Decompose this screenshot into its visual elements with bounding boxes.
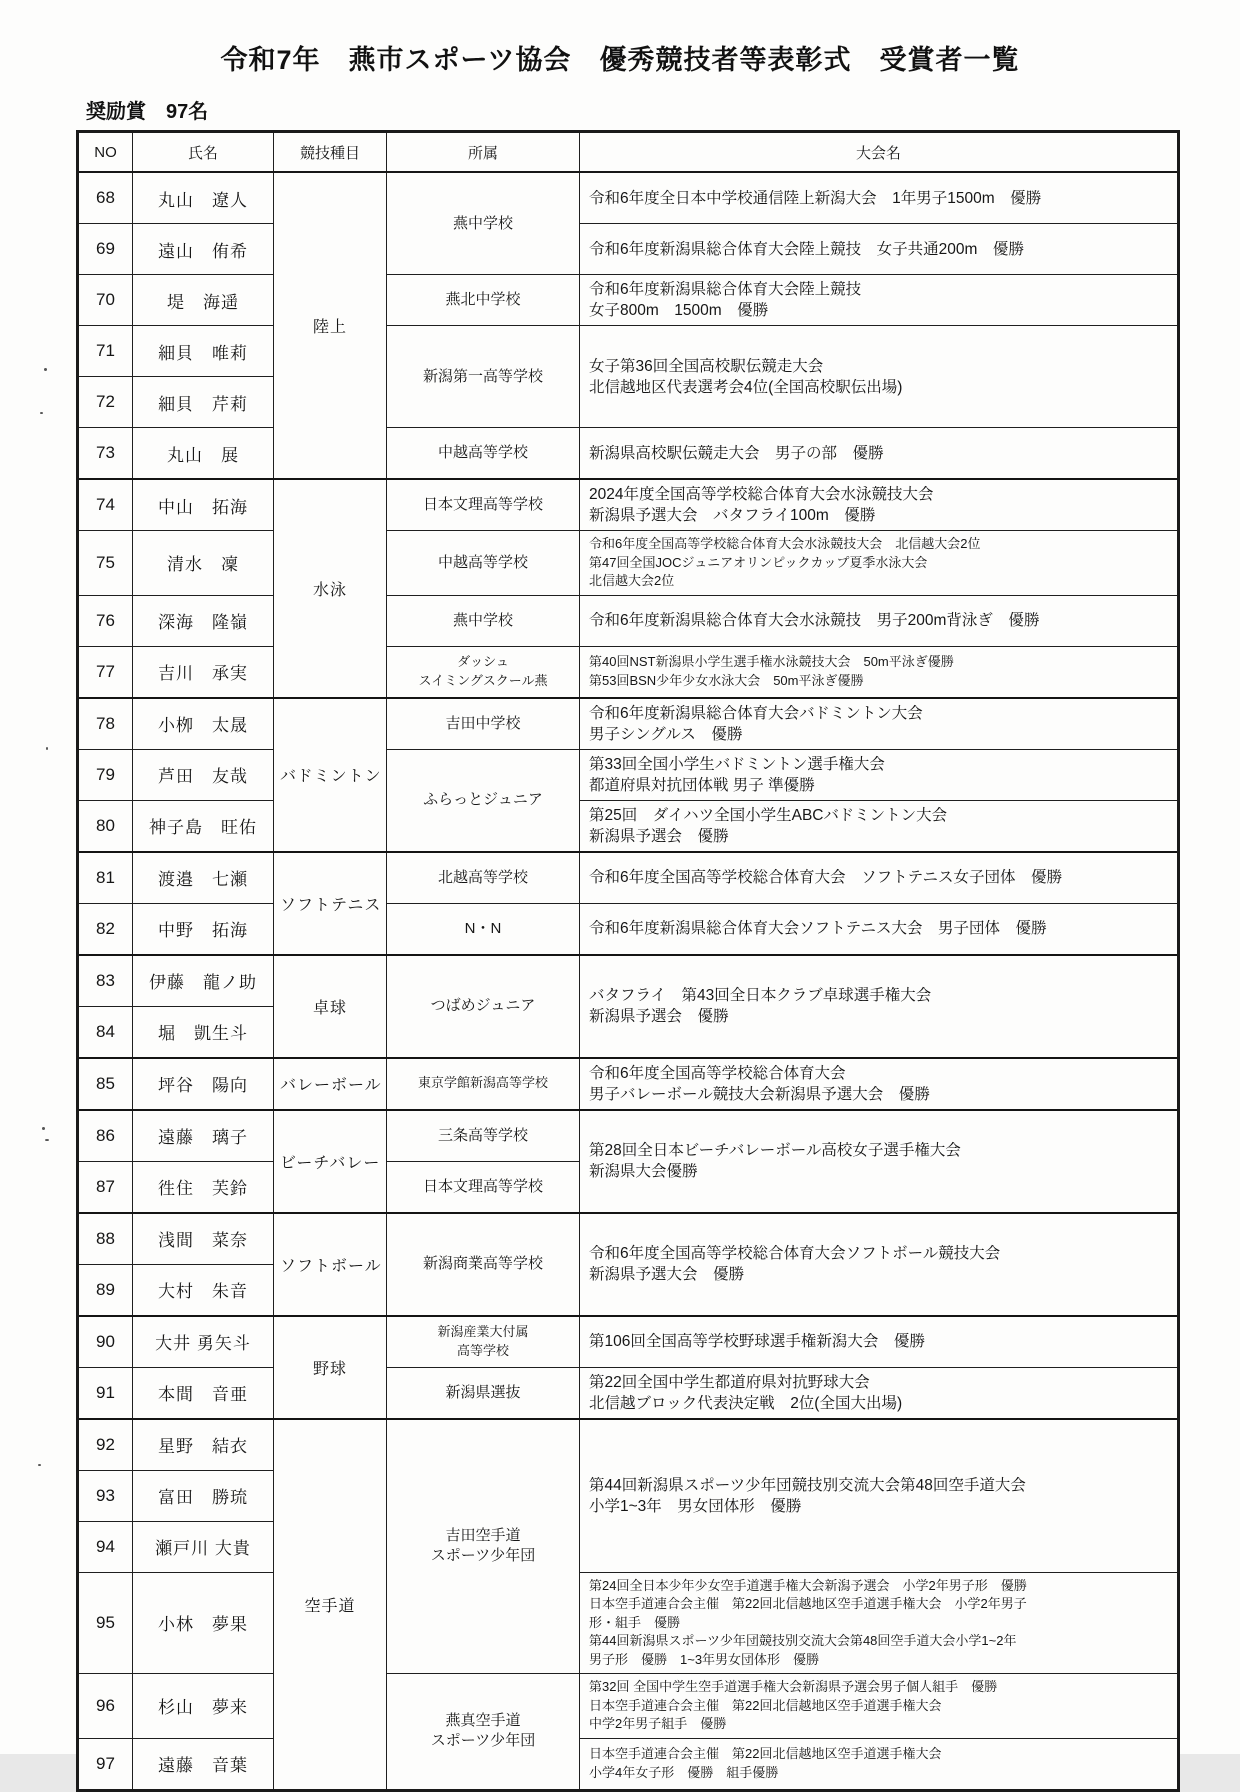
cell-sport	[274, 1419, 387, 1791]
cell-line: 新潟商業高等学校	[422, 1255, 543, 1272]
cell-line: 日本文理高等学校	[422, 1177, 543, 1195]
cell-no	[78, 903, 133, 955]
cell-name	[133, 1521, 274, 1572]
table-row	[78, 224, 1179, 275]
table-row	[78, 903, 1179, 955]
cell-line: 瀬戸川 大貴	[155, 1539, 251, 1558]
cell-name	[133, 531, 274, 596]
table-row	[78, 698, 1179, 750]
header-name: 氏名	[133, 132, 274, 173]
cell-no	[78, 749, 133, 800]
cell-line: 令和6年度全日本中学校通信陸上新潟大会 1年男子1500m 優勝	[589, 189, 1042, 207]
cell-line: バレーボール	[280, 1077, 382, 1094]
cell-competition	[580, 646, 1179, 698]
cell-competition	[580, 531, 1179, 596]
cell-line: 令和6年度全国高等学校総合体育大会	[589, 1064, 846, 1082]
cell-competition	[580, 955, 1179, 1058]
cell-line: 90	[96, 1331, 115, 1351]
cell-name	[133, 1316, 274, 1368]
cell-sport	[274, 1110, 387, 1213]
cell-line: 男子シングルス 優勝	[589, 725, 743, 743]
cell-no	[78, 172, 133, 224]
cell-line: 新潟県大会優勝	[589, 1163, 698, 1180]
cell-no	[78, 1521, 133, 1572]
cell-line: 日本文理高等学校	[422, 496, 543, 513]
cell-no	[78, 224, 133, 275]
cell-competition	[580, 275, 1179, 326]
cell-no	[78, 1419, 133, 1471]
cell-line: 第25回 ダイハツ全国小学生ABCバドミントン大会	[589, 806, 948, 824]
cell-line: 73	[96, 443, 115, 462]
cell-no	[78, 531, 133, 596]
page-title: 令和7年 燕市スポーツ協会 優秀競技者等表彰式 受賞者一覧	[220, 45, 1020, 75]
cell-line: 令和6年度全国高等学校総合体育大会水泳競技大会 北信越大会2位	[589, 536, 981, 551]
scan-speck	[45, 1139, 49, 1141]
cell-sport	[274, 852, 387, 955]
cell-line: 東京学館新潟高等学校	[417, 1075, 548, 1091]
cell-line: 中野 拓海	[158, 921, 248, 940]
table-row	[78, 852, 1179, 904]
cell-affiliation	[387, 531, 580, 596]
cell-line: 令和6年度全国高等学校総合体育大会ソフトボール競技大会	[589, 1245, 1001, 1262]
cell-line: 中越高等学校	[437, 444, 528, 461]
cell-line: 中山 拓海	[158, 497, 248, 517]
cell-affiliation	[387, 1161, 580, 1213]
cell-line: 吉川 承実	[158, 664, 248, 683]
cell-line: 81	[96, 867, 115, 887]
table-row	[78, 1367, 1179, 1419]
cell-sport	[274, 479, 387, 698]
cell-line: 日本空手道連合会主催 第22回北信越地区空手道選手権大会	[589, 1746, 942, 1761]
cell-affiliation	[387, 646, 580, 698]
cell-affiliation	[387, 955, 580, 1058]
cell-line: 富田 勝琉	[158, 1488, 248, 1507]
cell-line: 堀 凱生斗	[158, 1024, 248, 1043]
cell-line: バタフライ 第43回全日本クラブ卓球選手権大会	[589, 987, 932, 1004]
cell-name	[133, 1367, 274, 1419]
cell-sport	[274, 1213, 387, 1316]
cell-line: 新潟県予選会 優勝	[589, 1008, 729, 1025]
cell-line: 堤 海遥	[167, 292, 239, 312]
cell-competition	[580, 326, 1179, 428]
cell-line: ソフトテニス	[280, 896, 382, 914]
cell-line: 清水 凜	[167, 555, 239, 575]
cell-line: 中学2年男子組手 優勝	[589, 1716, 727, 1731]
cell-line: 令和6年度新潟県総合体育大会陸上競技 女子共通200m 優勝	[589, 240, 1024, 258]
cell-competition	[580, 479, 1179, 531]
cell-no	[78, 1316, 133, 1368]
table-row	[78, 955, 1179, 1007]
cell-name	[133, 1213, 274, 1265]
cell-line: 77	[96, 661, 115, 681]
cell-line: 97	[96, 1753, 115, 1773]
cell-competition	[580, 749, 1179, 800]
cell-name	[133, 1161, 274, 1213]
cell-affiliation	[387, 428, 580, 480]
header-competition: 大会名	[580, 132, 1179, 173]
cell-line: 遠藤 音葉	[158, 1756, 248, 1775]
cell-line: 新潟県高校駅伝競走大会 男子の部 優勝	[589, 444, 884, 462]
cell-no	[78, 326, 133, 377]
cell-line: 燕中学校	[452, 214, 513, 232]
cell-line: 令和6年度新潟県総合体育大会陸上競技	[589, 281, 862, 298]
cell-name	[133, 224, 274, 275]
cell-competition	[580, 698, 1179, 750]
cell-line: 中越高等学校	[437, 553, 528, 571]
table-row	[78, 531, 1179, 596]
cell-name	[133, 1264, 274, 1316]
cell-line: 74	[96, 495, 115, 514]
table-row	[78, 1572, 1179, 1674]
cell-line: 高等学校	[456, 1342, 509, 1358]
cell-line: 72	[96, 392, 115, 411]
table-row	[78, 1213, 1179, 1265]
cell-no	[78, 1572, 133, 1674]
table-row	[78, 595, 1179, 646]
cell-affiliation	[387, 1316, 580, 1368]
cell-line: 新潟県予選大会 優勝	[589, 1266, 745, 1283]
cell-affiliation	[387, 1367, 580, 1419]
cell-line: 令和6年度新潟県総合体育大会ソフトテニス大会 男子団体 優勝	[589, 920, 1047, 937]
cell-name	[133, 800, 274, 852]
cell-line: 第24回全日本少年少女空手道選手権大会新潟予選会 小学2年男子形 優勝	[589, 1577, 1027, 1593]
cell-line: バドミントン	[280, 768, 382, 785]
cell-no	[78, 852, 133, 904]
cell-line: 新潟県予選大会 バタフライ100m 優勝	[589, 507, 876, 524]
table-row	[78, 1738, 1179, 1790]
cell-no	[78, 428, 133, 480]
cell-line: 85	[96, 1073, 115, 1093]
cell-competition	[580, 1213, 1179, 1316]
cell-no	[78, 698, 133, 750]
cell-name	[133, 1006, 274, 1058]
table-row	[78, 646, 1179, 698]
cell-line: 都道府県対抗団体戦 男子 準優勝	[589, 776, 815, 794]
cell-name	[133, 852, 274, 904]
cell-line: 男子バレーボール競技大会新潟県予選大会 優勝	[589, 1085, 930, 1103]
cell-line: 76	[96, 610, 115, 630]
cell-sport	[274, 698, 387, 852]
header-sport: 競技種目	[274, 132, 387, 173]
cell-line: 杉山 夢来	[158, 1698, 248, 1718]
cell-affiliation	[387, 1213, 580, 1316]
cell-line: 渡邉 七瀬	[158, 870, 248, 889]
cell-line: 大村 朱音	[158, 1282, 248, 1301]
table-row	[78, 1419, 1179, 1471]
cell-competition	[580, 800, 1179, 852]
cell-line: 第106回全国高等学校野球選手権新潟大会 優勝	[589, 1333, 925, 1350]
cell-name	[133, 646, 274, 698]
cell-sport	[274, 955, 387, 1058]
cell-name	[133, 903, 274, 955]
header-no: NO	[78, 132, 133, 173]
cell-line: 第53回BSN少年少女水泳大会 50m平泳ぎ優勝	[589, 672, 864, 688]
cell-line: 2024年度全国高等学校総合体育大会水泳競技大会	[589, 486, 934, 503]
cell-line: 96	[96, 1695, 115, 1715]
cell-line: 68	[96, 188, 115, 207]
cell-line: 91	[96, 1382, 115, 1402]
award-category-label: 奨励賞 97名	[86, 101, 209, 123]
cell-line: 第32回 全国中学生空手道選手権大会新潟県予選会男子個人組手 優勝	[589, 1679, 998, 1694]
cell-line: 86	[96, 1125, 115, 1145]
table-row	[78, 326, 1179, 377]
cell-line: 芦田 友哉	[158, 767, 248, 786]
cell-line: 陸上	[312, 319, 347, 336]
cell-line: 79	[96, 764, 115, 784]
cell-affiliation	[387, 1674, 580, 1791]
cell-line: 第40回NST新潟県小学生選手権水泳競技大会 50m平泳ぎ優勝	[589, 654, 954, 669]
cell-line: スイミングスクール燕	[418, 672, 548, 688]
cell-line: 93	[96, 1485, 115, 1505]
cell-line: ダッシュ	[457, 654, 509, 669]
cell-line: スポーツ少年団	[430, 1547, 536, 1565]
cell-line: ソフトボール	[280, 1257, 382, 1275]
cell-no	[78, 1110, 133, 1162]
cell-no	[78, 1213, 133, 1265]
cell-no	[78, 1264, 133, 1316]
recipients-table	[76, 130, 1180, 1792]
cell-line: 日本空手道連合会主催 第22回北信越地区空手道選手権大会	[589, 1697, 942, 1713]
cell-name	[133, 1572, 274, 1674]
cell-name	[133, 595, 274, 646]
cell-name	[133, 479, 274, 531]
cell-name	[133, 749, 274, 800]
cell-line: 浅間 菜奈	[158, 1231, 248, 1250]
cell-name	[133, 1470, 274, 1521]
cell-no	[78, 1006, 133, 1058]
cell-line: 北信越ブロック代表決定戦 2位(全国大出場)	[589, 1394, 903, 1412]
cell-line: 新潟産業大付属	[437, 1324, 529, 1339]
scan-speck	[42, 1127, 45, 1130]
cell-line: 女子第36回全国高校駅伝競走大会	[589, 357, 824, 375]
cell-line: 男子形 優勝 1~3年男女団体形 優勝	[589, 1651, 820, 1667]
cell-line: 北信越大会2位	[589, 573, 675, 588]
cell-line: 82	[96, 918, 115, 938]
cell-no	[78, 1058, 133, 1110]
cell-affiliation	[387, 1058, 580, 1110]
cell-name	[133, 1110, 274, 1162]
cell-affiliation	[387, 172, 580, 275]
cell-no	[78, 377, 133, 428]
cell-line: 令和6年度全国高等学校総合体育大会 ソフトテニス女子団体 優勝	[589, 869, 1063, 886]
cell-sport	[274, 1316, 387, 1419]
cell-line: 78	[96, 713, 115, 733]
cell-affiliation	[387, 326, 580, 428]
cell-line: 北越高等学校	[437, 868, 528, 886]
cell-affiliation	[387, 1110, 580, 1162]
cell-line: 燕真空手道	[445, 1712, 521, 1730]
cell-line: 星野 結衣	[158, 1437, 248, 1456]
cell-line: 日本空手道連合会主催 第22回北信越地区空手道選手権大会 小学2年男子	[589, 1596, 1027, 1611]
cell-line: 69	[96, 239, 115, 258]
cell-name	[133, 1674, 274, 1739]
cell-line: 本間 音亜	[158, 1385, 248, 1404]
cell-line: 吉田空手道	[445, 1527, 521, 1545]
cell-name	[133, 275, 274, 326]
cell-line: 燕北中学校	[445, 291, 521, 308]
cell-competition	[580, 852, 1179, 904]
header-affiliation: 所属	[387, 132, 580, 173]
cell-affiliation	[387, 852, 580, 904]
cell-no	[78, 955, 133, 1007]
cell-line: 大井 勇矢斗	[155, 1334, 251, 1353]
cell-name	[133, 1419, 274, 1471]
cell-affiliation	[387, 749, 580, 852]
cell-line: 80	[96, 815, 115, 835]
cell-competition	[580, 1110, 1179, 1213]
cell-competition	[580, 1419, 1179, 1573]
cell-line: ビーチバレー	[280, 1154, 381, 1172]
cell-line: 小林 夢果	[158, 1615, 248, 1635]
table-row	[78, 1058, 1179, 1110]
cell-competition	[580, 595, 1179, 646]
cell-line: 71	[96, 341, 115, 360]
cell-competition	[580, 1367, 1179, 1419]
cell-competition	[580, 224, 1179, 275]
table-row	[78, 172, 1179, 224]
cell-line: 88	[96, 1228, 115, 1248]
cell-line: 83	[96, 970, 115, 990]
cell-line: 徃住 芙鈴	[158, 1179, 248, 1198]
cell-name	[133, 326, 274, 377]
cell-competition	[580, 903, 1179, 955]
cell-competition	[580, 1738, 1179, 1790]
cell-affiliation	[387, 698, 580, 750]
cell-no	[78, 1367, 133, 1419]
cell-line: 丸山 展	[167, 445, 239, 465]
cell-affiliation	[387, 903, 580, 955]
cell-sport	[274, 1058, 387, 1110]
cell-line: 坪谷 陽向	[158, 1076, 248, 1095]
cell-line: 細貝 唯莉	[158, 343, 248, 363]
cell-name	[133, 172, 274, 224]
cell-no	[78, 479, 133, 531]
cell-line: 新潟県予選会 優勝	[589, 827, 729, 845]
cell-sport	[274, 172, 387, 479]
cell-competition	[580, 1572, 1179, 1674]
cell-no	[78, 1674, 133, 1739]
cell-affiliation	[387, 275, 580, 326]
cell-line: 小学1~3年 男女団体形 優勝	[589, 1497, 802, 1515]
cell-affiliation	[387, 479, 580, 531]
cell-line: 小学4年女子形 優勝 組手優勝	[589, 1764, 779, 1780]
cell-line: 野球	[312, 1360, 347, 1378]
cell-name	[133, 1058, 274, 1110]
cell-line: 遠山 侑希	[158, 241, 248, 261]
cell-name	[133, 377, 274, 428]
cell-line: 第22回全国中学生都道府県対抗野球大会	[589, 1373, 870, 1391]
scan-speck	[38, 1464, 41, 1466]
cell-affiliation	[387, 595, 580, 646]
cell-affiliation	[387, 1419, 580, 1674]
cell-line: ふらっとジュニア	[423, 791, 543, 808]
cell-line: 87	[96, 1176, 115, 1196]
cell-line: 女子800m 1500m 優勝	[589, 302, 769, 319]
cell-line: 70	[96, 290, 115, 309]
cell-no	[78, 1161, 133, 1213]
cell-line: 丸山 遼人	[158, 190, 248, 210]
scan-speck	[46, 747, 48, 750]
scan-speck	[40, 412, 43, 414]
cell-line: 第44回新潟県スポーツ少年団競技別交流大会第48回空手道大会	[589, 1476, 1026, 1494]
recipients-table-body	[78, 172, 1179, 1790]
cell-line: 水泳	[312, 581, 347, 599]
cell-line: 94	[96, 1536, 115, 1556]
scan-speck	[44, 368, 47, 371]
table-row	[78, 275, 1179, 326]
cell-line: 小栁 太晟	[158, 716, 248, 735]
cell-no	[78, 1738, 133, 1790]
cell-line: 伊藤 龍ノ助	[149, 973, 257, 992]
cell-name	[133, 955, 274, 1007]
table-row	[78, 1110, 1179, 1162]
cell-line: 形・組手 優勝	[589, 1614, 681, 1630]
cell-line: 空手道	[304, 1597, 356, 1615]
cell-line: スポーツ少年団	[430, 1732, 536, 1750]
cell-competition	[580, 1674, 1179, 1739]
cell-no	[78, 1470, 133, 1521]
cell-line: 新潟県選抜	[445, 1383, 521, 1401]
cell-name	[133, 428, 274, 480]
cell-line: 令和6年度新潟県総合体育大会バドミントン大会	[589, 704, 923, 722]
cell-line: 深海 隆嶺	[158, 613, 248, 632]
cell-line: 吉田中学校	[445, 714, 521, 732]
cell-line: 第44回新潟県スポーツ少年団競技別交流大会第48回空手道大会小学1~2年	[589, 1633, 1017, 1648]
cell-name	[133, 1738, 274, 1790]
cell-line: 燕中学校	[452, 611, 513, 629]
cell-line: 第33回全国小学生バドミントン選手権大会	[589, 755, 885, 773]
cell-line: 新潟第一高等学校	[422, 367, 543, 385]
cell-line: 卓球	[312, 999, 347, 1017]
table-row	[78, 800, 1179, 852]
cell-line: 第47回全国JOCジュニアオリンピックカップ夏季水泳大会	[589, 554, 928, 570]
header-row	[78, 132, 1179, 173]
cell-line: 細貝 芹莉	[158, 394, 248, 414]
cell-no	[78, 646, 133, 698]
cell-competition	[580, 172, 1179, 224]
cell-competition	[580, 428, 1179, 480]
cell-line: 令和6年度新潟県総合体育大会水泳競技 男子200m背泳ぎ 優勝	[589, 612, 1040, 629]
cell-line: 95	[96, 1612, 115, 1632]
cell-line: 75	[96, 552, 115, 572]
cell-line: 神子島 旺佑	[149, 818, 257, 837]
cell-no	[78, 595, 133, 646]
cell-line: 北信越地区代表選考会4位(全国高校駅伝出場)	[589, 378, 903, 396]
cell-line: 三条高等学校	[437, 1126, 528, 1144]
cell-competition	[580, 1058, 1179, 1110]
cell-line: 第28回全日本ビーチバレーボール高校女子選手権大会	[589, 1142, 961, 1159]
cell-competition	[580, 1316, 1179, 1368]
table-row	[78, 1316, 1179, 1368]
cell-no	[78, 275, 133, 326]
cell-line: 84	[96, 1021, 115, 1041]
cell-line: 遠藤 璃子	[158, 1128, 248, 1147]
cell-line: 89	[96, 1279, 115, 1299]
cell-line: つばめジュニア	[430, 997, 536, 1014]
table-row	[78, 1674, 1179, 1739]
cell-name	[133, 698, 274, 750]
cell-line: 92	[96, 1434, 115, 1454]
table-row	[78, 428, 1179, 480]
table-row	[78, 749, 1179, 800]
table-row	[78, 479, 1179, 531]
cell-no	[78, 800, 133, 852]
cell-line: N・N	[464, 919, 502, 937]
